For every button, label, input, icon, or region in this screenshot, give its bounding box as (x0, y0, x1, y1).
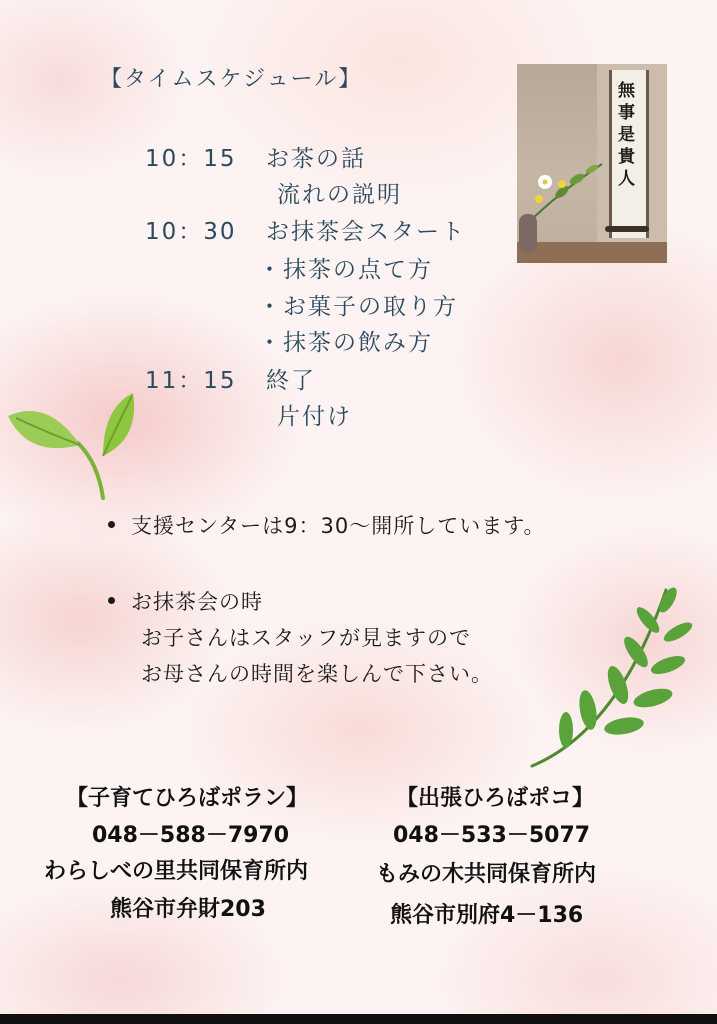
schedule-title: 【タイムスケジュール】 (100, 67, 363, 92)
contact-location: わらしべの里共同保育所内 (44, 859, 309, 884)
contact-phone: 048－588－7970 (92, 823, 290, 848)
schedule-time: 10：15 (145, 146, 237, 172)
contact-phone: 048－533－5077 (393, 823, 591, 848)
bullet-dot (108, 521, 115, 528)
notice-text: お子さんはスタッフが見ますので (141, 626, 471, 650)
schedule-subitem: ・抹茶の点て方 (258, 257, 433, 283)
scroll-rod (605, 226, 649, 232)
calligraphy-text: 無事是貴人 (618, 81, 635, 189)
tearoom-photo (517, 64, 667, 263)
notice-text: お母さんの時間を楽しんで下さい。 (141, 662, 493, 686)
bottom-bar (0, 1014, 717, 1024)
schedule-subitem: ・抹茶の飲み方 (258, 330, 433, 356)
schedule-subitem: ・お菓子の取り方 (258, 294, 458, 320)
schedule-item: 終了 (266, 368, 316, 394)
contact-address: 熊谷市別府4－136 (390, 903, 584, 928)
schedule-subitem: 流れの説明 (277, 182, 402, 208)
contact-name: 【出張ひろばポコ】 (396, 786, 595, 811)
schedule-time: 10：30 (145, 219, 237, 245)
contact-address: 熊谷市弁財203 (110, 897, 266, 922)
notice-text: お抹茶会の時 (131, 590, 263, 614)
flower-arrangement-icon (517, 154, 607, 254)
leaf-sprout-icon (8, 388, 138, 503)
notice-text: 支援センターは9：30～開所しています。 (131, 514, 546, 538)
contact-location: もみの木共同保育所内 (376, 862, 597, 887)
schedule-item: お抹茶会スタート (266, 219, 466, 245)
leaf-branch-icon (528, 580, 698, 770)
schedule-subitem: 片付け (277, 404, 352, 430)
schedule-time: 11：15 (145, 368, 237, 394)
bullet-dot (108, 597, 115, 604)
contact-name: 【子育てひろばポラン】 (66, 786, 309, 811)
schedule-item: お茶の話 (266, 146, 366, 172)
